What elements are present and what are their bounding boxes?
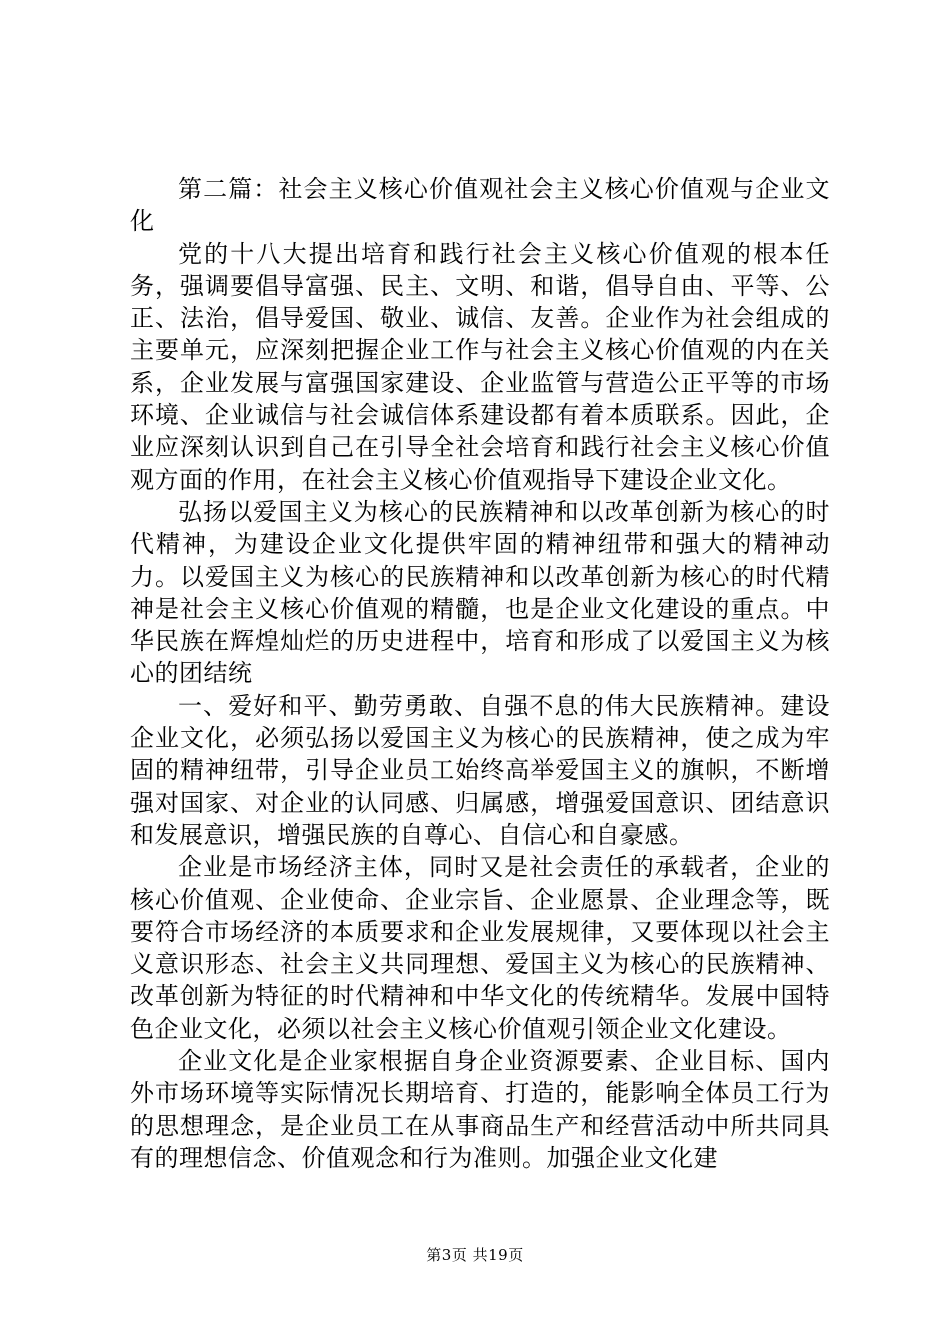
document-body <box>130 173 830 1174</box>
paragraph: 党的十八大提出培育和践行社会主义核心价值观的根本任务，强调要倡导富强、民主、文明、和谐，倡导自由、平等、公正、法治，倡导爱国、敬业、诚信、友善。企业作为社会组成的主要单元，应深刻把握企业工作与社会主义核心价值观的内在关系，企业发展与富强国家建设、企业监管与营造公正平等的市场环境、企业诚信与社会诚信体系建设都有着本质联系。因此，企业应深刻认识到自己在引导全社会培育和践行社会主义核心价值观方面的作用，在社会主义核心价值观指导下建设企业文化。 <box>130 239 830 494</box>
paragraph: 弘扬以爱国主义为核心的民族精神和以改革创新为核心的时代精神，为建设企业文化提供牢固的精神纽带和强大的精神动力。以爱国主义为核心的民族精神和以改革创新为核心的时代精神是社会主义核心价值观的精髓，也是企业文化建设的重点。中华民族在辉煌灿烂的历史进程中，培育和形成了以爱国主义为核心的团结统 <box>130 497 830 688</box>
paragraph: 企业文化是企业家根据自身企业资源要素、企业目标、国内外市场环境等实际情况长期培育、打造的，能影响全体员工行为的思想理念，是企业员工在从事商品生产和经营活动中所共同具有的理想信念、价值观念和行为准则。加强企业文化建 <box>130 1047 830 1172</box>
paragraph: 一、爱好和平、勤劳勇敢、自强不息的伟大民族精神。建设企业文化，必须弘扬以爱国主义为核心的民族精神，使之成为牢固的精神纽带，引导企业员工始终高举爱国主义的旗帜，不断增强对国家、对企业的认同感、归属感，增强爱国意识、团结意识和发展意识，增强民族的自尊心、自信心和自豪感。 <box>130 691 830 849</box>
page-number-footer: 第3页 共19页 <box>426 1246 524 1264</box>
paragraph-title: 第二篇：社会主义核心价值观社会主义核心价值观与企业文化 <box>130 175 830 236</box>
paragraph: 企业是市场经济主体，同时又是社会责任的承载者，企业的核心价值观、企业使命、企业宗旨、企业愿景、企业理念等，既要符合市场经济的本质要求和企业发展规律，又要体现以社会主义意识形态、社会主义共同理想、爱国主义为核心的民族精神、改革创新为特征的时代精神和中华文化的传统精华。发展中国特色企业文化，必须以社会主义核心价值观引领企业文化建设。 <box>130 853 830 1043</box>
